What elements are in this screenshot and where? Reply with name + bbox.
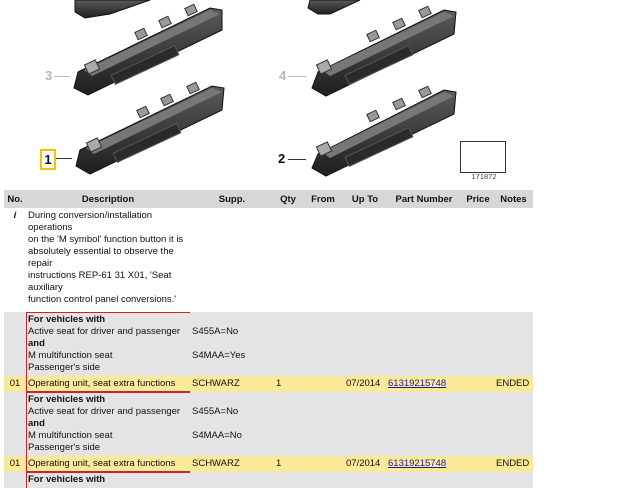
table-row[interactable]	[4, 376, 533, 392]
part-no: 01	[4, 456, 26, 472]
info-icon: i	[4, 208, 26, 312]
callout-1[interactable]: 1	[40, 149, 56, 170]
condition-supp: S455A=No S4MAA=Yes	[190, 312, 274, 376]
condition-row	[4, 392, 533, 456]
info-row	[4, 208, 533, 312]
condition-row	[4, 472, 533, 488]
col-header-part-number: Part Number	[386, 190, 462, 208]
part-description: Operating unit, seat extra functions	[26, 456, 190, 472]
part-up-to: 07/2014	[344, 376, 386, 392]
part-qty: 1	[274, 376, 302, 392]
col-header-up-to: Up To	[344, 190, 386, 208]
part-price	[462, 456, 494, 472]
col-header-description: Description	[26, 190, 190, 208]
condition-supp: S455A=No S4MAA=No	[190, 392, 274, 456]
table-header-row	[4, 190, 533, 208]
col-header-no: No.	[4, 190, 26, 208]
part-notes: ENDED	[494, 456, 533, 472]
leader-line	[54, 76, 70, 77]
part-notes: ENDED	[494, 376, 533, 392]
info-text: During conversion/installation operations on the 'M symbol' function button it is absolutely essential to observe the repair instructions REP-61 31 X01, 'Seat auxiliary function control panel conversions.'	[26, 208, 190, 312]
table-row[interactable]	[4, 456, 533, 472]
part-description: Operating unit, seat extra functions	[26, 376, 190, 392]
part-price	[462, 376, 494, 392]
part-supp: SCHWARZ	[190, 456, 274, 472]
part-number-link[interactable]: 61319215748	[388, 378, 447, 389]
parts-diagram	[0, 0, 640, 188]
switch-unit-2	[312, 86, 456, 176]
parts-illustration	[0, 0, 640, 188]
callout-2[interactable]: 2	[278, 151, 286, 166]
callout-3: 3	[45, 68, 53, 83]
figure-number: 171872	[471, 172, 497, 181]
col-header-from: From	[302, 190, 344, 208]
part-no: 01	[4, 376, 26, 392]
part-from	[302, 456, 344, 472]
part-number-cell	[386, 376, 462, 392]
leader-line	[288, 76, 306, 77]
part-number-link[interactable]: 61319215748	[388, 458, 447, 469]
switch-unit-1	[76, 82, 224, 174]
col-header-qty: Qty	[274, 190, 302, 208]
part-from	[302, 376, 344, 392]
col-header-notes: Notes	[494, 190, 533, 208]
condition-text: For vehicles with	[26, 472, 190, 488]
col-header-supp: Supp.	[190, 190, 274, 208]
switch-unit-3	[74, 4, 222, 95]
switch-unit-4	[312, 6, 456, 96]
leader-line	[56, 158, 72, 159]
condition-text: For vehicles with Active seat for driver and passenger and M multifunction seat Passenger's side	[26, 312, 190, 376]
condition-text: For vehicles with Active seat for driver and passenger and M multifunction seat Passenger's side	[26, 392, 190, 456]
part-number-cell	[386, 456, 462, 472]
switch-unit-top-left	[75, 0, 150, 18]
figure-thumbnail[interactable]	[460, 141, 506, 173]
part-supp: SCHWARZ	[190, 376, 274, 392]
parts-table	[4, 190, 533, 488]
condition-row	[4, 312, 533, 376]
callout-4: 4	[279, 68, 287, 83]
switch-unit-top-right	[308, 0, 360, 14]
leader-line	[288, 159, 306, 160]
part-qty: 1	[274, 456, 302, 472]
part-up-to: 07/2014	[344, 456, 386, 472]
col-header-price: Price	[462, 190, 494, 208]
